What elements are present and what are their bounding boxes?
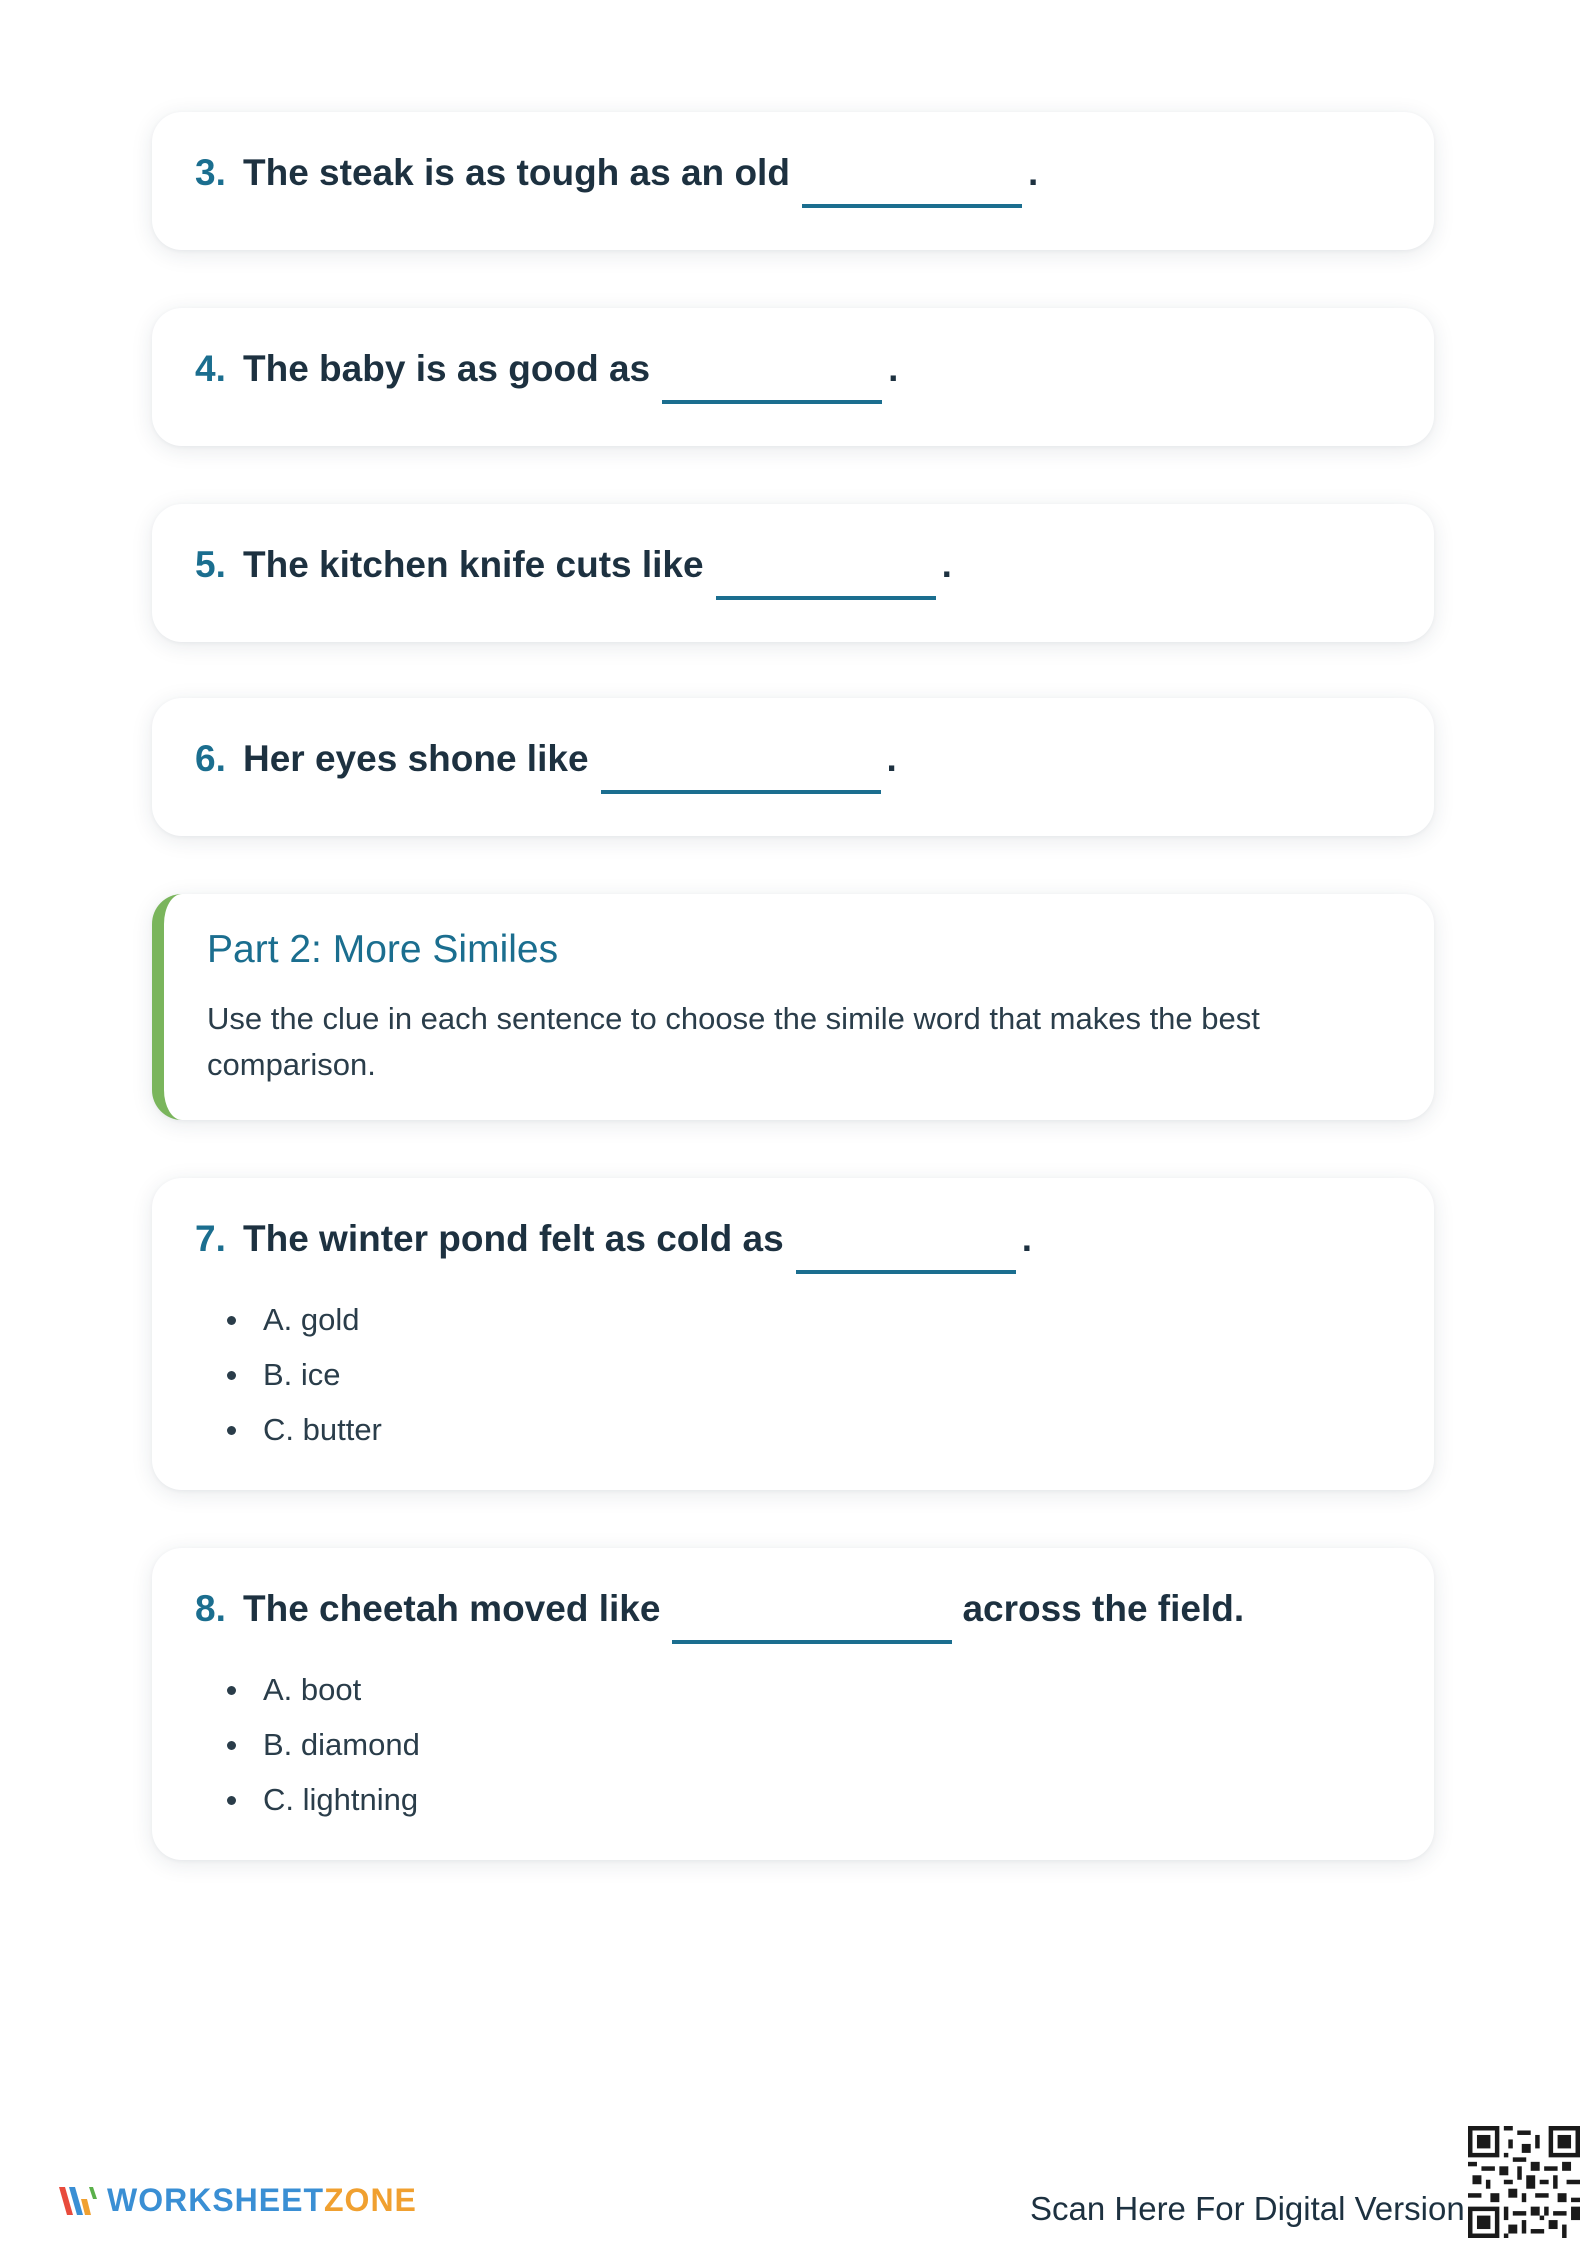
option-a[interactable]: A. gold [227, 1292, 382, 1347]
qr-code-icon[interactable] [1468, 2126, 1580, 2238]
question-text: The steak is as tough as an old [243, 152, 790, 193]
question-card-6 [152, 698, 1434, 836]
brand-part1: WORKSHEET [107, 2182, 324, 2218]
option-c[interactable]: C. lightning [227, 1772, 420, 1827]
worksheetzone-logo [57, 2182, 417, 2219]
question-text: The cheetah moved like [243, 1588, 661, 1629]
question-period: . [941, 544, 952, 585]
question-line [195, 152, 1038, 194]
question-period: . [1021, 1218, 1032, 1259]
option-a[interactable]: A. boot [227, 1662, 420, 1717]
question-card-3 [152, 112, 1434, 250]
question-period: . [886, 738, 897, 779]
question-line [195, 544, 952, 586]
options-list [227, 1292, 382, 1457]
question-line [195, 348, 898, 390]
question-card-5 [152, 504, 1434, 642]
question-card-8 [152, 1548, 1434, 1860]
brand-name [107, 2182, 417, 2219]
question-text: The baby is as good as [243, 348, 651, 389]
option-b[interactable]: B. ice [227, 1347, 382, 1402]
question-text: Her eyes shone like [243, 738, 589, 779]
question-text: The winter pond felt as cold as [243, 1218, 784, 1259]
question-end-text: across the field. [962, 1588, 1245, 1629]
question-number: 5. [195, 544, 226, 585]
scan-text: Scan Here For Digital Version [1030, 2190, 1465, 2227]
answer-blank[interactable] [662, 400, 882, 404]
question-number: 8. [195, 1588, 226, 1629]
question-card-7 [152, 1178, 1434, 1490]
question-number: 6. [195, 738, 226, 779]
answer-blank[interactable] [716, 596, 936, 600]
part2-title: Part 2: More Similes [207, 928, 559, 971]
question-text: The kitchen knife cuts like [243, 544, 704, 585]
logo-icon [57, 2183, 97, 2219]
part2-description: Use the clue in each sentence to choose the simile word that makes the best comparison. [207, 1001, 1260, 1082]
question-line [195, 738, 897, 780]
option-c[interactable]: C. butter [227, 1402, 382, 1457]
answer-blank[interactable] [802, 204, 1022, 208]
question-line [195, 1588, 1244, 1630]
question-period: . [1027, 152, 1039, 193]
part2-card [152, 894, 1434, 1120]
question-period: . [888, 348, 899, 389]
answer-blank[interactable] [796, 1270, 1016, 1274]
answer-blank[interactable] [672, 1640, 952, 1644]
brand-part2: ZONE [324, 2182, 417, 2218]
question-line [195, 1218, 1032, 1260]
option-b[interactable]: B. diamond [227, 1717, 420, 1772]
answer-blank[interactable] [601, 790, 881, 794]
question-number: 7. [195, 1218, 226, 1259]
question-number: 3. [195, 152, 226, 193]
question-number: 4. [195, 348, 226, 389]
options-list [227, 1662, 420, 1827]
question-card-4 [152, 308, 1434, 446]
